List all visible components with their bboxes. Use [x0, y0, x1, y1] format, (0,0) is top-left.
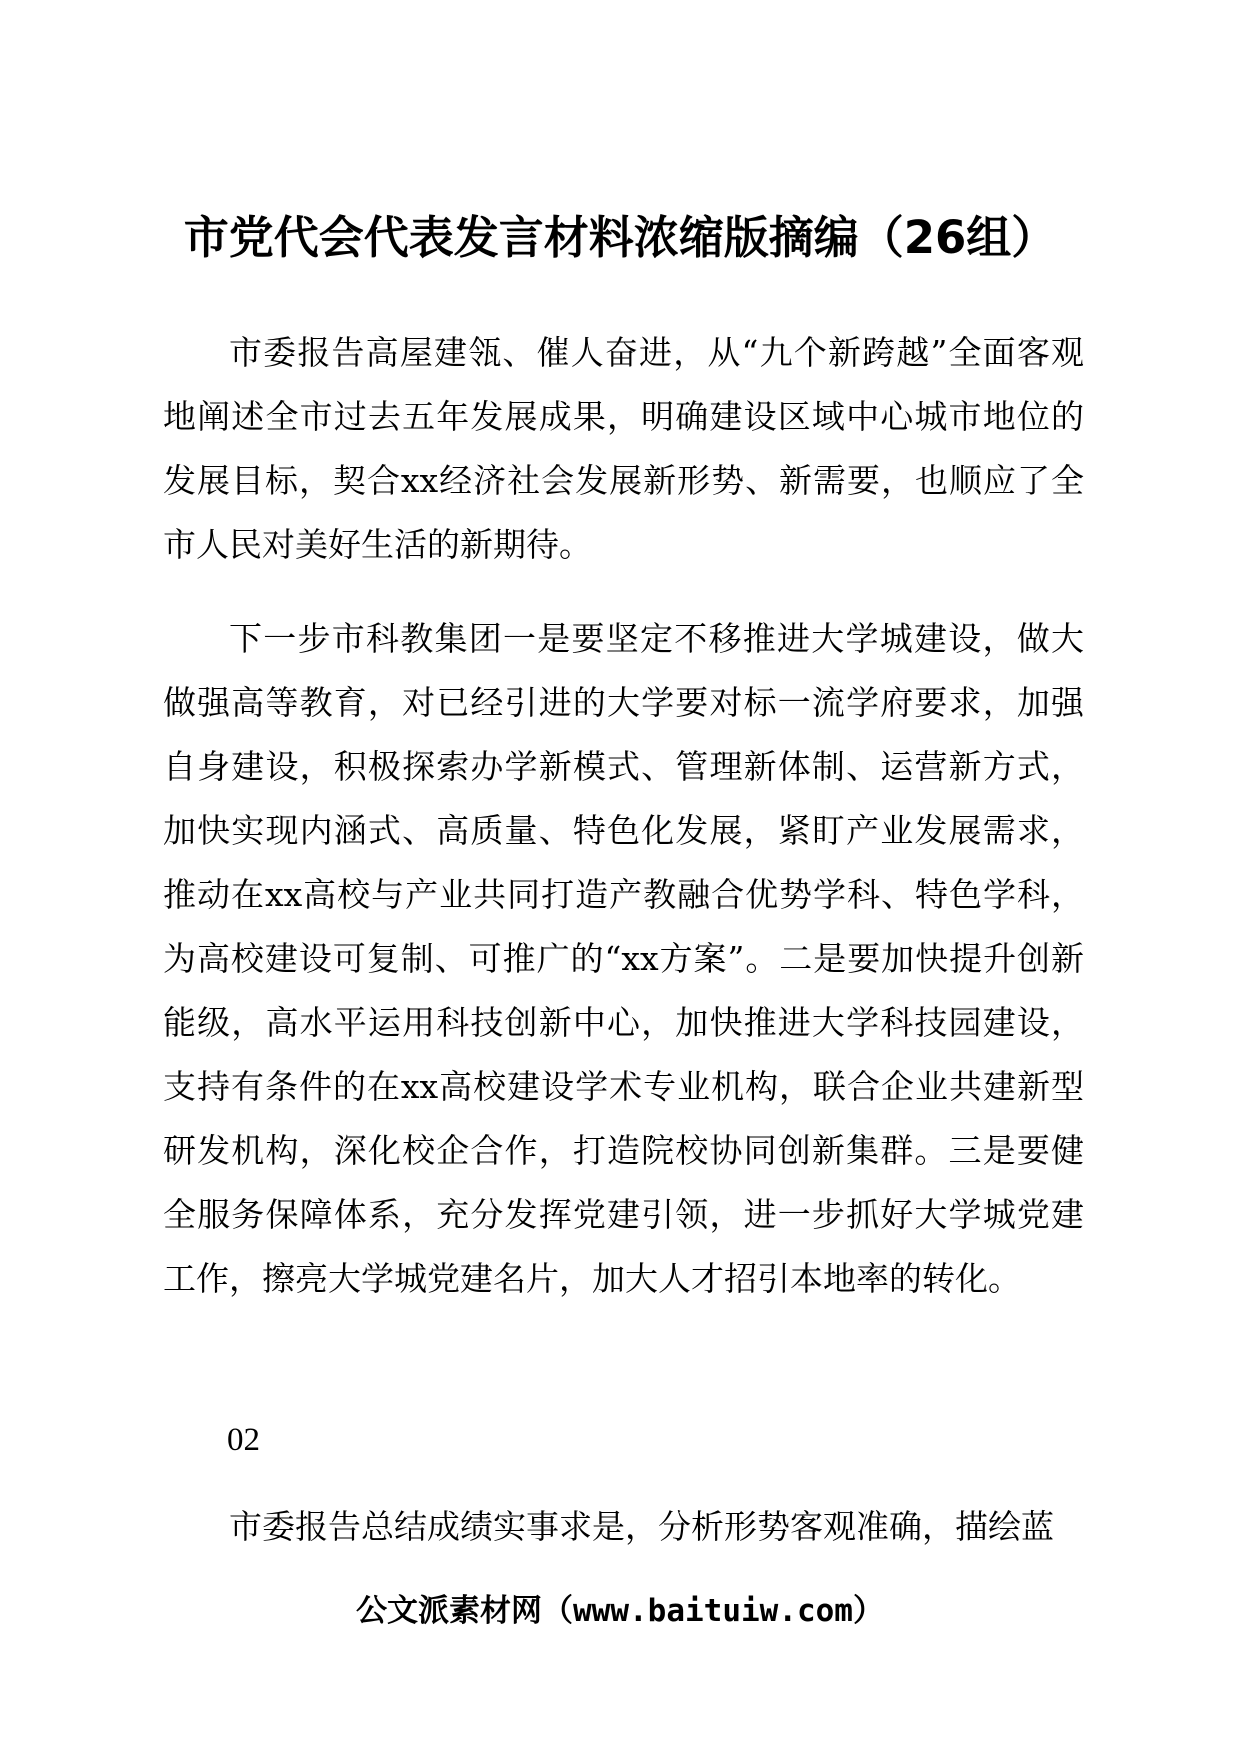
- section-number: 02: [227, 1422, 260, 1458]
- document-title: 市党代会代表发言材料浓缩版摘编（26组）: [183, 211, 1057, 264]
- footer-source: 公文派素材网（www.baituiw.com）: [356, 1593, 884, 1629]
- body-paragraph-2: 下一步市科教集团一是要坚定不移推进大学城建设，做大做强高等教育，对已经引进的大学要对标一流学府要求，加强自身建设，积极探索办学新模式、管理新体制、运营新方式，加快实现内涵式、高质量、特色化发展，紧盯产业发展需求，推动在xx高校与产业共同打造产教融合优势学科、特色学科，为高校建设可复制、可推广的“xx方案”。二是要加快提升创新能级，高水平运用科技创新中心，加快推进大学科技园建设，支持有条件的在xx高校建设学术专业机构，联合企业共建新型研发机构，深化校企合作，打造院校协同创新集群。三是要健全服务保障体系，充分发挥党建引领，进一步抓好大学城党建工作，擦亮大学城党建名片，加大人才招引本地率的转化。: [163, 619, 1084, 1298]
- body-paragraph-1: 市委报告高屋建瓴、催人奋进，从“九个新跨越”全面客观地阐述全市过去五年发展成果，明确建设区域中心城市地位的发展目标，契合xx经济社会发展新形势、新需要，也顺应了全市人民对美好生活的新期待。: [163, 333, 1084, 564]
- body-paragraph-3: 市委报告总结成绩实事求是，分析形势客观准确，描绘蓝: [229, 1507, 1054, 1546]
